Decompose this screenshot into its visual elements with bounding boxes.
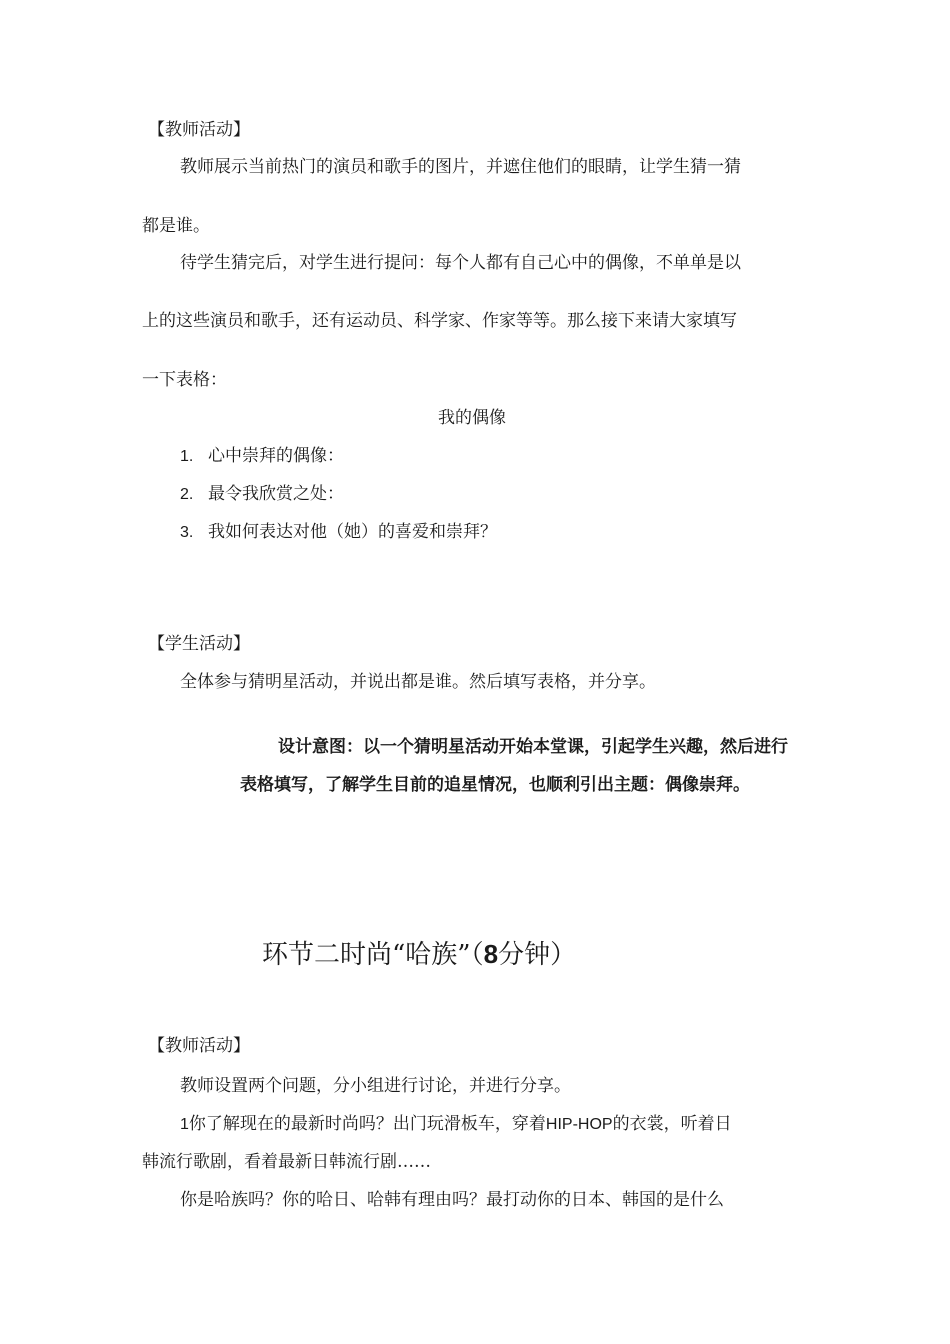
student-activity-text: 全体参与猜明星活动，并说出都是谁。然后填写表格，并分享。 [180, 672, 656, 692]
paragraph-1-line-1: 教师展示当前热门的演员和歌手的图片，并遮住他们的眼睛，让学生猜一猜 [180, 157, 741, 177]
student-activity-heading: 【学生活动】 [148, 634, 250, 654]
paragraph-2-line-1: 待学生猜完后，对学生进行提问：每个人都有自己心中的偶像，不单单是以 [180, 253, 741, 273]
idol-form-item-1 [180, 444, 344, 469]
section-2-title-number: 8 [483, 939, 499, 969]
question-2-line-1: 你是哈族吗？你的哈日、哈韩有理由吗？最打动你的日本、韩国的是什么 [180, 1190, 724, 1210]
paragraph-2-line-2-wrap [142, 310, 802, 332]
idol-form-item-2 [180, 482, 344, 507]
paragraph-1-line-2: 都是谁。 [142, 216, 210, 236]
teacher-activity-paragraph-2 [142, 252, 802, 274]
item-3-text: 我如何表达对他（她）的喜爱和崇拜？ [208, 522, 497, 542]
item-3-number: 3. [180, 524, 194, 541]
question-1-line-2: 韩流行歌剧，看着最新日韩流行剧…… [142, 1152, 431, 1172]
design-intent: 设计意图：以一个猜明星活动开始本堂课，引起学生兴趣，然后进行表格填写，了解学生目前的追星情况，也顺利引出主题：偶像崇拜。 [240, 737, 788, 795]
teacher-activity-paragraph-1 [142, 156, 802, 178]
item-1-text: 心中崇拜的偶像： [208, 446, 344, 466]
teacher-activity-heading: 【教师活动】 [148, 120, 250, 140]
question-1-latin: HIP-HOP [545, 1116, 613, 1133]
paragraph-2-line-3: 一下表格： [142, 370, 227, 390]
item-1-number: 1. [180, 448, 194, 465]
question-1-part-1: 你了解现在的最新时尚吗？出门玩滑板车，穿着 [188, 1114, 546, 1134]
section-2-title-suffix: 分钟） [498, 940, 577, 970]
item-2-number: 2. [180, 486, 194, 503]
idol-form-title: 我的偶像 [438, 408, 506, 428]
question-1-number: 1 [180, 1116, 189, 1133]
idol-form-item-3 [180, 520, 497, 545]
teacher-activity-2-intro: 教师设置两个问题，分小组进行讨论，并进行分享。 [180, 1076, 571, 1096]
paragraph-2-line-2: 上的这些演员和歌手，还有运动员、科学家、作家等等。那么接下来请大家填写 [142, 311, 737, 331]
teacher-activity-2-heading: 【教师活动】 [148, 1036, 250, 1056]
section-2-title [262, 934, 576, 975]
item-2-text: 最令我欣赏之处： [208, 484, 344, 504]
section-2-title-prefix: 环节二时尚“哈族”（ [262, 940, 484, 970]
question-1-part-2: 的衣裳，听着日 [612, 1114, 732, 1134]
question-1-line-1 [180, 1112, 732, 1137]
